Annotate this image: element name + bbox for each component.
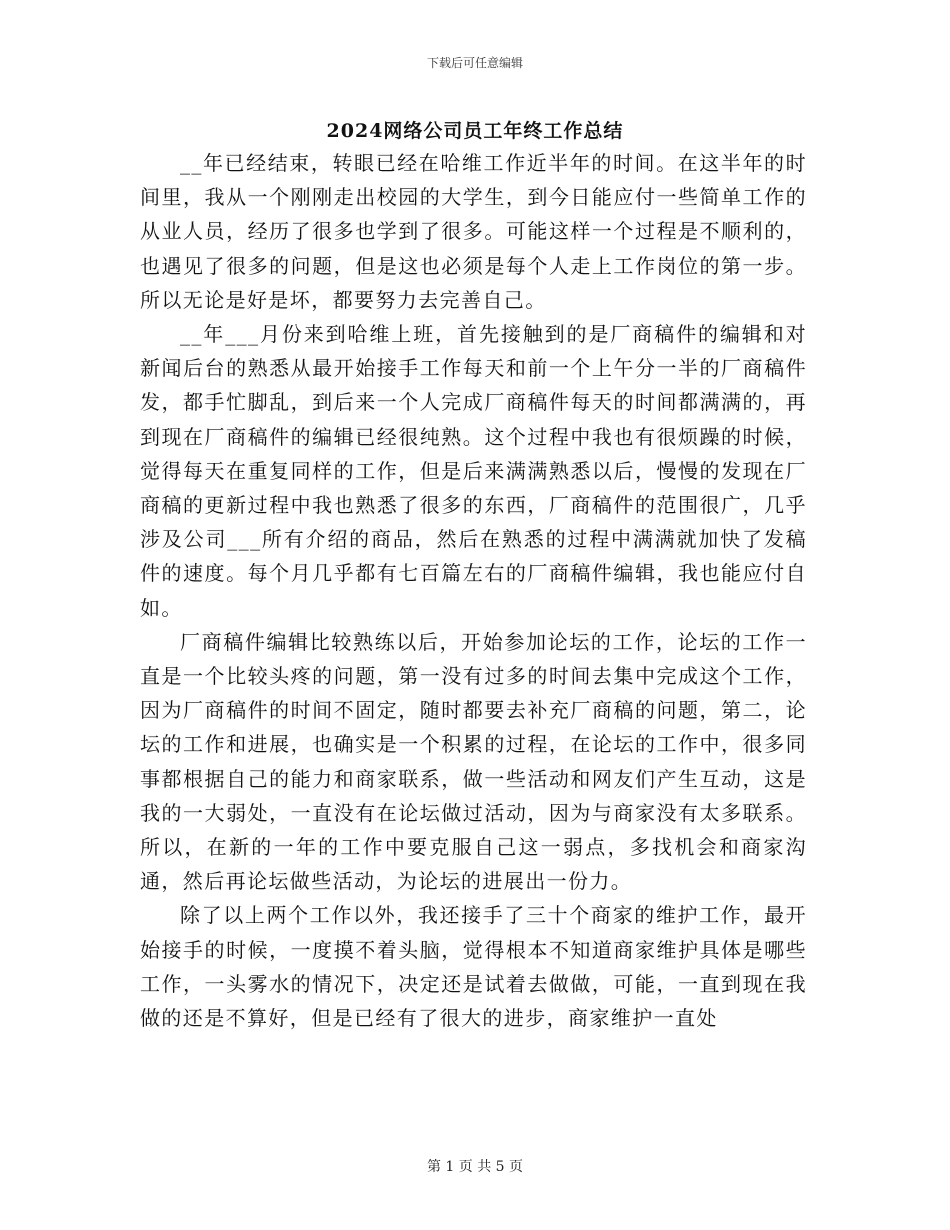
document-title: 2024网络公司员工年终工作总结 xyxy=(326,120,624,142)
header-note: 下载后可任意编辑 xyxy=(426,56,523,70)
page-number: 第 1 页 共 5 页 xyxy=(426,1159,524,1175)
paragraph: __年___月份来到哈维上班，首先接触到的是厂商稿件的编辑和对新闻后台的熟悉从最开始接手工作每天和前一个上午分一半的厂商稿件发，都手忙脚乱，到后来一个人完成厂商稿件每天的时间都满满的，再到现在厂商稿件的编辑已经很纯熟。这个过程中我也有很烦躁的时候，觉得每天在重复同样的工作，但是后来满满熟悉以后，慢慢的发现在厂商稿的更新过程中我也熟悉了很多的东西，厂商稿件的范围很广，几乎涉及公司___所有介绍的商品，然后在熟悉的过程中满满就加快了发稿件的速度。每个月几乎都有七百篇左右的厂商稿件编辑，我也能应付自如。 xyxy=(140,322,807,620)
paragraph: 除了以上两个工作以外，我还接手了三十个商家的维护工作，最开始接手的时候，一度摸不着头脑，觉得根本不知道商家维护具体是哪些工作，一头雾水的情况下，决定还是试着去做做，可能，一直到现在我做的还是不算好，但是已经有了很大的进步，商家维护一直处 xyxy=(140,903,807,1031)
paragraph: __年已经结束，转眼已经在哈维工作近半年的时间。在这半年的时间里，我从一个刚刚走出校园的大学生，到今日能应付一些简单工作的从业人员，经历了很多也学到了很多。可能这样一个过程是不顺利的，也遇见了很多的问题，但是这也必须是每个人走上工作岗位的第一步。所以无论是好是坏，都要努力去完善自己。 xyxy=(140,151,807,312)
document-body xyxy=(140,146,807,1035)
paragraph: 厂商稿件编辑比较熟练以后，开始参加论坛的工作，论坛的工作一直是一个比较头疼的问题，第一没有过多的时间去集中完成这个工作，因为厂商稿件的时间不固定，随时都要去补充厂商稿的问题，第二，论坛的工作和进展，也确实是一个积累的过程，在论坛的工作中，很多同事都根据自己的能力和商家联系，做一些活动和网友们产生互动，这是我的一大弱处，一直没有在论坛做过活动，因为与商家没有太多联系。所以，在新的一年的工作中要克服自己这一弱点，多找机会和商家沟通，然后再论坛做些活动，为论坛的进展出一份力。 xyxy=(140,629,807,894)
